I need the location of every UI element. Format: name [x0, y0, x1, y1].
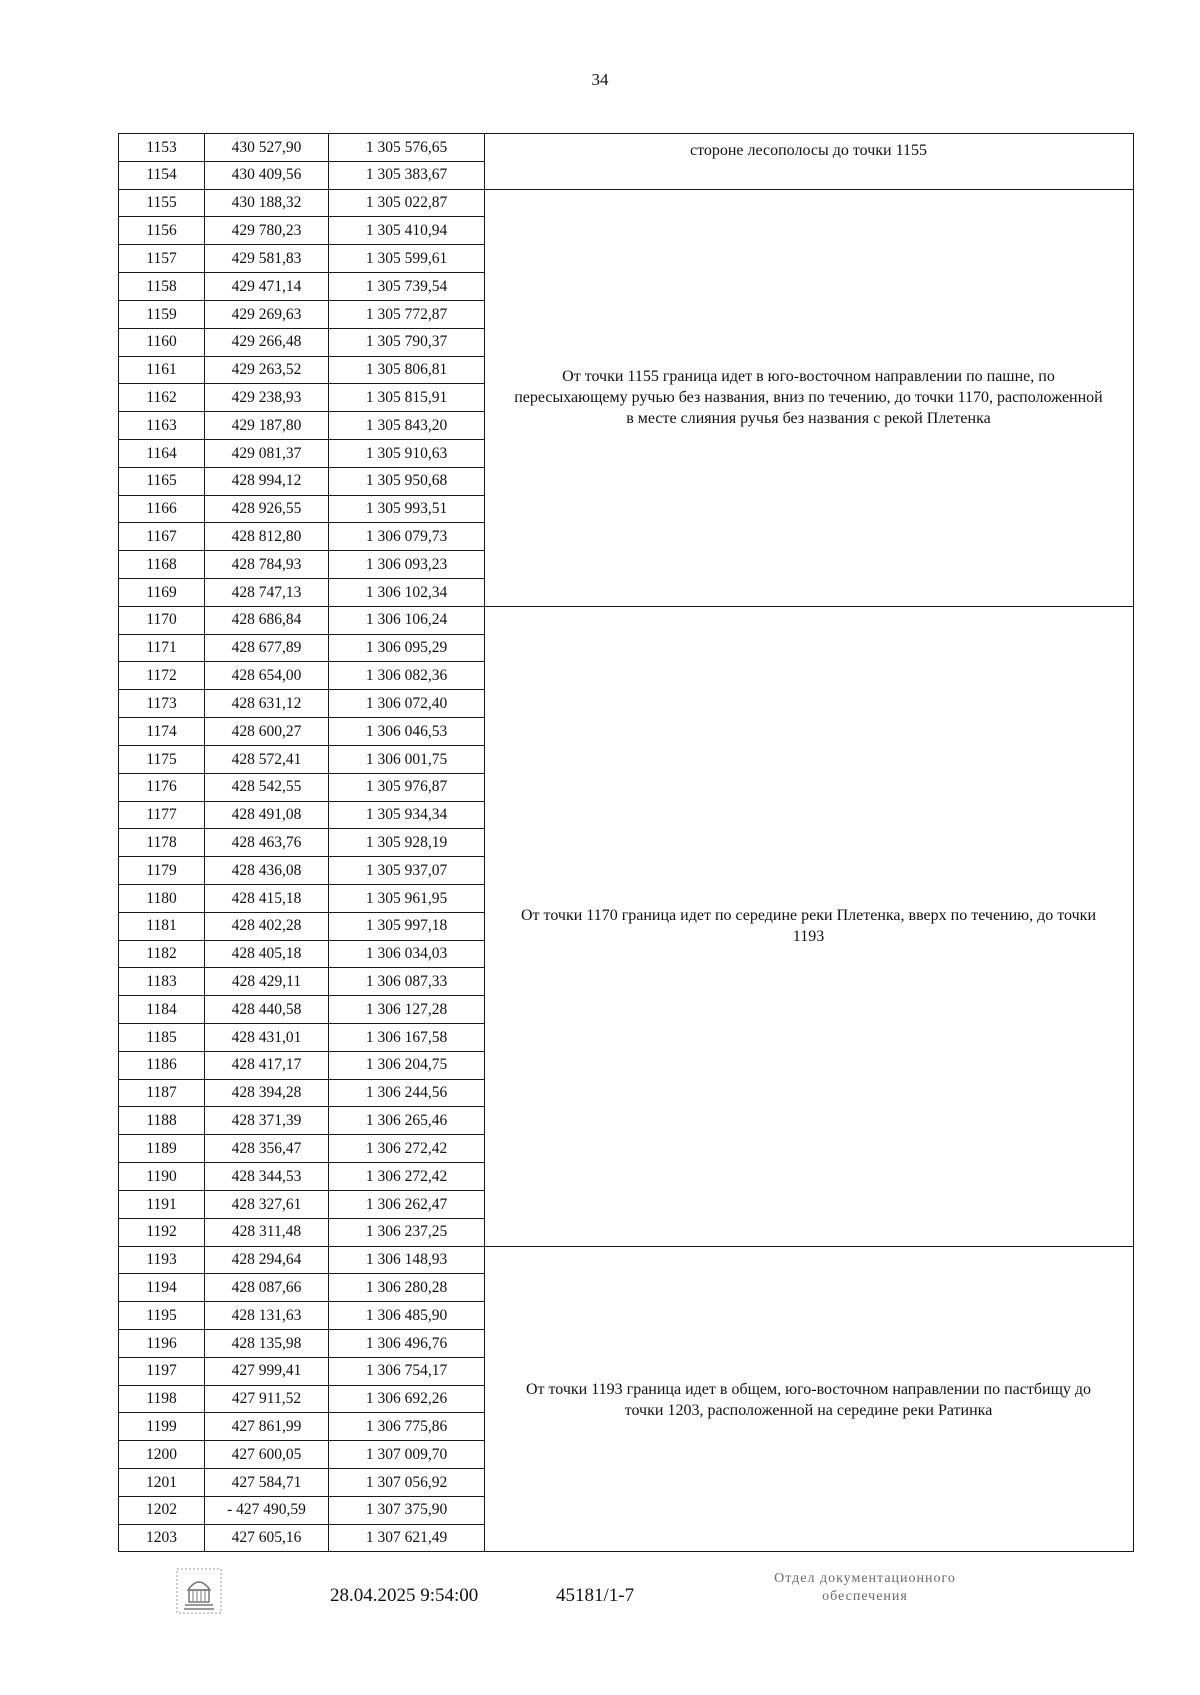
x-coordinate-cell: 429 269,63 [205, 300, 329, 328]
coordinates-grid [118, 133, 485, 1552]
table-row [119, 1302, 485, 1330]
table-row [119, 384, 485, 412]
table-row [119, 161, 485, 189]
x-coordinate-cell: 429 581,83 [205, 245, 329, 273]
point-number-cell: 1166 [119, 495, 205, 523]
y-coordinate-cell: 1 305 410,94 [329, 217, 485, 245]
y-coordinate-cell: 1 305 976,87 [329, 773, 485, 801]
table-row [119, 968, 485, 996]
x-coordinate-cell: 428 600,27 [205, 718, 329, 746]
x-coordinate-cell: 428 784,93 [205, 551, 329, 579]
point-number-cell: 1157 [119, 245, 205, 273]
boundary-description-column [484, 133, 1134, 1552]
table-row [119, 884, 485, 912]
point-number-cell: 1179 [119, 857, 205, 885]
y-coordinate-cell: 1 305 022,87 [329, 189, 485, 217]
table-row [119, 245, 485, 273]
table-row [119, 801, 485, 829]
y-coordinate-cell: 1 306 775,86 [329, 1413, 485, 1441]
x-coordinate-cell: 428 371,39 [205, 1107, 329, 1135]
y-coordinate-cell: 1 306 272,42 [329, 1163, 485, 1191]
y-coordinate-cell: 1 306 265,46 [329, 1107, 485, 1135]
y-coordinate-cell: 1 305 950,68 [329, 467, 485, 495]
table-row [119, 1357, 485, 1385]
table-row [119, 857, 485, 885]
point-number-cell: 1197 [119, 1357, 205, 1385]
stamp-line-2: обеспечения [822, 1589, 908, 1604]
y-coordinate-cell: 1 307 009,70 [329, 1441, 485, 1469]
x-coordinate-cell: 428 436,08 [205, 857, 329, 885]
x-coordinate-cell: 429 238,93 [205, 384, 329, 412]
y-coordinate-cell: 1 307 056,92 [329, 1469, 485, 1497]
point-number-cell: 1160 [119, 328, 205, 356]
x-coordinate-cell: 428 402,28 [205, 912, 329, 940]
table-row [119, 467, 485, 495]
point-number-cell: 1201 [119, 1469, 205, 1497]
point-number-cell: 1177 [119, 801, 205, 829]
point-number-cell: 1172 [119, 662, 205, 690]
table-row [119, 662, 485, 690]
point-number-cell: 1193 [119, 1246, 205, 1274]
y-coordinate-cell: 1 306 046,53 [329, 718, 485, 746]
point-number-cell: 1180 [119, 884, 205, 912]
x-coordinate-cell: 429 187,80 [205, 412, 329, 440]
description-text: От точки 1193 граница идет в общем, юго-восточном направлении по пастбищу до точки 1203, расположенной на середине реки Ратинка [525, 1380, 1092, 1419]
x-coordinate-cell: 428 087,66 [205, 1274, 329, 1302]
point-number-cell: 1192 [119, 1218, 205, 1246]
y-coordinate-cell: 1 307 621,49 [329, 1524, 485, 1552]
table-row [119, 1135, 485, 1163]
table-row [119, 773, 485, 801]
x-coordinate-cell: 430 188,32 [205, 189, 329, 217]
x-coordinate-cell: 428 327,61 [205, 1190, 329, 1218]
y-coordinate-cell: 1 305 806,81 [329, 356, 485, 384]
table-row [119, 634, 485, 662]
y-coordinate-cell: 1 306 102,34 [329, 579, 485, 607]
table-row [119, 1051, 485, 1079]
x-coordinate-cell: 427 605,16 [205, 1524, 329, 1552]
y-coordinate-cell: 1 306 262,47 [329, 1190, 485, 1218]
y-coordinate-cell: 1 306 093,23 [329, 551, 485, 579]
y-coordinate-cell: 1 305 790,37 [329, 328, 485, 356]
table-row [119, 439, 485, 467]
x-coordinate-cell: 428 431,01 [205, 1024, 329, 1052]
point-number-cell: 1202 [119, 1496, 205, 1524]
y-coordinate-cell: 1 305 383,67 [329, 161, 485, 189]
x-coordinate-cell: 428 440,58 [205, 996, 329, 1024]
point-number-cell: 1203 [119, 1524, 205, 1552]
table-row [119, 718, 485, 746]
table-row [119, 412, 485, 440]
x-coordinate-cell: 428 747,13 [205, 579, 329, 607]
x-coordinate-cell: 429 263,52 [205, 356, 329, 384]
table-row [119, 912, 485, 940]
x-coordinate-cell: 428 572,41 [205, 745, 329, 773]
table-row [119, 1024, 485, 1052]
point-number-cell: 1170 [119, 606, 205, 634]
y-coordinate-cell: 1 306 244,56 [329, 1079, 485, 1107]
point-number-cell: 1185 [119, 1024, 205, 1052]
x-coordinate-cell: 428 686,84 [205, 606, 329, 634]
page-number: 34 [591, 70, 609, 89]
point-number-cell: 1188 [119, 1107, 205, 1135]
table-row [119, 690, 485, 718]
point-number-cell: 1174 [119, 718, 205, 746]
y-coordinate-cell: 1 306 079,73 [329, 523, 485, 551]
point-number-cell: 1159 [119, 300, 205, 328]
y-coordinate-cell: 1 305 993,51 [329, 495, 485, 523]
table-row [119, 356, 485, 384]
y-coordinate-cell: 1 306 072,40 [329, 690, 485, 718]
table-row [119, 829, 485, 857]
table-row [119, 940, 485, 968]
x-coordinate-cell: 427 600,05 [205, 1441, 329, 1469]
x-coordinate-cell: 428 677,89 [205, 634, 329, 662]
y-coordinate-cell: 1 306 272,42 [329, 1135, 485, 1163]
y-coordinate-cell: 1 305 739,54 [329, 273, 485, 301]
x-coordinate-cell: - 427 490,59 [205, 1496, 329, 1524]
table-row [119, 189, 485, 217]
point-number-cell: 1178 [119, 829, 205, 857]
x-coordinate-cell: 428 415,18 [205, 884, 329, 912]
table-row [119, 273, 485, 301]
y-coordinate-cell: 1 305 934,34 [329, 801, 485, 829]
point-number-cell: 1199 [119, 1413, 205, 1441]
y-coordinate-cell: 1 306 001,75 [329, 745, 485, 773]
point-number-cell: 1165 [119, 467, 205, 495]
point-number-cell: 1161 [119, 356, 205, 384]
y-coordinate-cell: 1 306 167,58 [329, 1024, 485, 1052]
y-coordinate-cell: 1 306 148,93 [329, 1246, 485, 1274]
x-coordinate-cell: 428 491,08 [205, 801, 329, 829]
table-row [119, 300, 485, 328]
point-number-cell: 1164 [119, 439, 205, 467]
point-number-cell: 1198 [119, 1385, 205, 1413]
table-row [119, 579, 485, 607]
y-coordinate-cell: 1 305 576,65 [329, 134, 485, 162]
x-coordinate-cell: 428 131,63 [205, 1302, 329, 1330]
y-coordinate-cell: 1 305 599,61 [329, 245, 485, 273]
y-coordinate-cell: 1 306 754,17 [329, 1357, 485, 1385]
point-number-cell: 1181 [119, 912, 205, 940]
table-row [119, 1163, 485, 1191]
x-coordinate-cell: 427 861,99 [205, 1413, 329, 1441]
point-number-cell: 1158 [119, 273, 205, 301]
point-number-cell: 1189 [119, 1135, 205, 1163]
table-row [119, 1329, 485, 1357]
table-row [119, 1218, 485, 1246]
point-number-cell: 1182 [119, 940, 205, 968]
table-row [119, 1107, 485, 1135]
point-number-cell: 1167 [119, 523, 205, 551]
table-row [119, 745, 485, 773]
coordinates-table [118, 133, 1134, 1552]
y-coordinate-cell: 1 307 375,90 [329, 1496, 485, 1524]
point-number-cell: 1153 [119, 134, 205, 162]
description-text: От точки 1155 граница идет в юго-восточном направлении по пашне, по пересыхающему ручью без названия, вниз по течению, до точки 1170, расположенной в месте слияния ручья без названия с рекой Плетенка [514, 368, 1103, 428]
boundary-description [484, 134, 1133, 190]
y-coordinate-cell: 1 305 997,18 [329, 912, 485, 940]
x-coordinate-cell: 428 994,12 [205, 467, 329, 495]
x-coordinate-cell: 428 429,11 [205, 968, 329, 996]
y-coordinate-cell: 1 305 772,87 [329, 300, 485, 328]
table-row [119, 523, 485, 551]
x-coordinate-cell: 430 527,90 [205, 134, 329, 162]
table-row [119, 1246, 485, 1274]
table-row [119, 134, 485, 162]
point-number-cell: 1156 [119, 217, 205, 245]
table-row [119, 217, 485, 245]
point-number-cell: 1168 [119, 551, 205, 579]
point-number-cell: 1200 [119, 1441, 205, 1469]
table-row [119, 1190, 485, 1218]
point-number-cell: 1163 [119, 412, 205, 440]
point-number-cell: 1194 [119, 1274, 205, 1302]
table-row [119, 1441, 485, 1469]
table-row [119, 606, 485, 634]
y-coordinate-cell: 1 305 961,95 [329, 884, 485, 912]
x-coordinate-cell: 428 812,80 [205, 523, 329, 551]
y-coordinate-cell: 1 306 237,25 [329, 1218, 485, 1246]
x-coordinate-cell: 429 471,14 [205, 273, 329, 301]
point-number-cell: 1184 [119, 996, 205, 1024]
point-number-cell: 1183 [119, 968, 205, 996]
point-number-cell: 1195 [119, 1302, 205, 1330]
x-coordinate-cell: 428 926,55 [205, 495, 329, 523]
y-coordinate-cell: 1 306 692,26 [329, 1385, 485, 1413]
x-coordinate-cell: 428 417,17 [205, 1051, 329, 1079]
x-coordinate-cell: 429 081,37 [205, 439, 329, 467]
y-coordinate-cell: 1 305 815,91 [329, 384, 485, 412]
x-coordinate-cell: 429 780,23 [205, 217, 329, 245]
y-coordinate-cell: 1 305 843,20 [329, 412, 485, 440]
table-row [119, 1413, 485, 1441]
department-stamp [720, 1570, 1010, 1606]
y-coordinate-cell: 1 305 928,19 [329, 829, 485, 857]
y-coordinate-cell: 1 306 106,24 [329, 606, 485, 634]
x-coordinate-cell: 428 405,18 [205, 940, 329, 968]
table-row [119, 1385, 485, 1413]
y-coordinate-cell: 1 306 280,28 [329, 1274, 485, 1302]
x-coordinate-cell: 428 463,76 [205, 829, 329, 857]
boundary-description [484, 190, 1133, 607]
y-coordinate-cell: 1 306 496,76 [329, 1329, 485, 1357]
table-row [119, 996, 485, 1024]
y-coordinate-cell: 1 306 034,03 [329, 940, 485, 968]
point-number-cell: 1187 [119, 1079, 205, 1107]
description-text: От точки 1170 граница идет по середине реки Плетенка, вверх по течению, до точки 1193 [520, 907, 1097, 946]
x-coordinate-cell: 428 394,28 [205, 1079, 329, 1107]
table-row [119, 1524, 485, 1552]
y-coordinate-cell: 1 306 082,36 [329, 662, 485, 690]
x-coordinate-cell: 428 344,53 [205, 1163, 329, 1191]
point-number-cell: 1171 [119, 634, 205, 662]
x-coordinate-cell: 428 654,00 [205, 662, 329, 690]
table-row [119, 1496, 485, 1524]
point-number-cell: 1186 [119, 1051, 205, 1079]
point-number-cell: 1169 [119, 579, 205, 607]
stamp-line-1: Отдел документационного [774, 1571, 956, 1586]
y-coordinate-cell: 1 305 937,07 [329, 857, 485, 885]
table-row [119, 551, 485, 579]
x-coordinate-cell: 428 631,12 [205, 690, 329, 718]
y-coordinate-cell: 1 306 095,29 [329, 634, 485, 662]
x-coordinate-cell: 427 584,71 [205, 1469, 329, 1497]
x-coordinate-cell: 430 409,56 [205, 161, 329, 189]
table-row [119, 1469, 485, 1497]
x-coordinate-cell: 428 135,98 [205, 1329, 329, 1357]
x-coordinate-cell: 428 542,55 [205, 773, 329, 801]
boundary-description [484, 607, 1133, 1247]
x-coordinate-cell: 428 311,48 [205, 1218, 329, 1246]
table-row [119, 1079, 485, 1107]
point-number-cell: 1176 [119, 773, 205, 801]
y-coordinate-cell: 1 306 485,90 [329, 1302, 485, 1330]
point-number-cell: 1196 [119, 1329, 205, 1357]
x-coordinate-cell: 427 911,52 [205, 1385, 329, 1413]
boundary-description [484, 1247, 1133, 1553]
x-coordinate-cell: 428 294,64 [205, 1246, 329, 1274]
point-number-cell: 1175 [119, 745, 205, 773]
x-coordinate-cell: 428 356,47 [205, 1135, 329, 1163]
point-number-cell: 1190 [119, 1163, 205, 1191]
table-row [119, 1274, 485, 1302]
table-row [119, 495, 485, 523]
description-text: стороне лесополосы до точки 1155 [689, 142, 927, 159]
x-coordinate-cell: 427 999,41 [205, 1357, 329, 1385]
footer-date: 28.04.2025 9:54:00 [330, 1585, 479, 1606]
point-number-cell: 1162 [119, 384, 205, 412]
table-row [119, 328, 485, 356]
point-number-cell: 1191 [119, 1190, 205, 1218]
y-coordinate-cell: 1 306 087,33 [329, 968, 485, 996]
duma-emblem-icon [176, 1568, 222, 1614]
footer-registration-number: 45181/1-7 [556, 1585, 635, 1606]
y-coordinate-cell: 1 305 910,63 [329, 439, 485, 467]
point-number-cell: 1154 [119, 161, 205, 189]
point-number-cell: 1173 [119, 690, 205, 718]
x-coordinate-cell: 429 266,48 [205, 328, 329, 356]
point-number-cell: 1155 [119, 189, 205, 217]
y-coordinate-cell: 1 306 127,28 [329, 996, 485, 1024]
y-coordinate-cell: 1 306 204,75 [329, 1051, 485, 1079]
